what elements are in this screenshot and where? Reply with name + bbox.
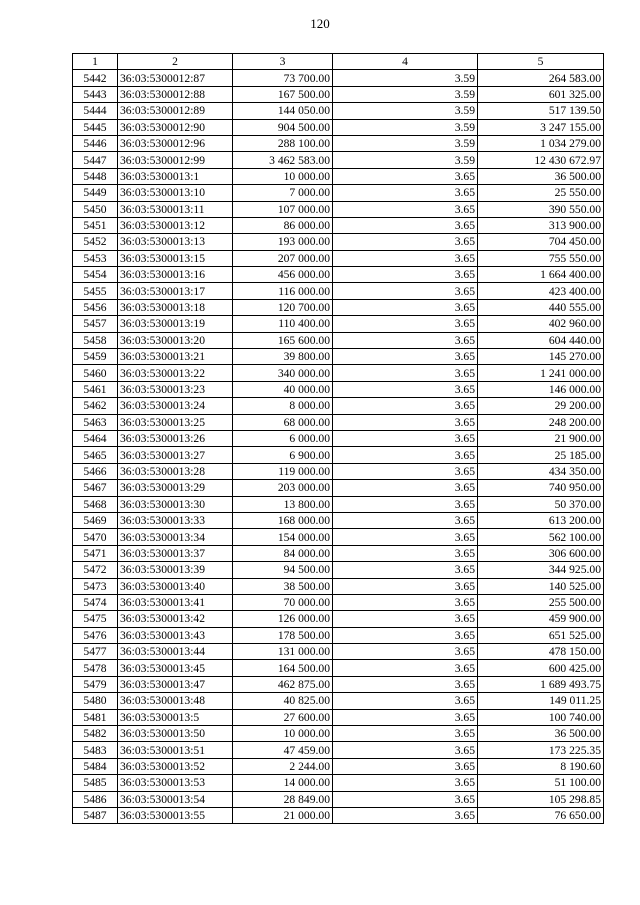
table-row — [73, 267, 604, 283]
amount-cell: 423 400.00 — [478, 283, 604, 299]
rate-cell: 3.65 — [333, 185, 478, 201]
table-row — [73, 775, 604, 791]
cadastral-number-cell: 36:03:5300013:19 — [118, 316, 233, 332]
cadastral-number-cell: 36:03:5300013:15 — [118, 250, 233, 266]
amount-cell: 390 550.00 — [478, 201, 604, 217]
row-number-cell: 5459 — [73, 349, 118, 365]
cadastral-number-cell: 36:03:5300013:10 — [118, 185, 233, 201]
amount-cell: 149 011.25 — [478, 693, 604, 709]
cadastral-number-cell: 36:03:5300013:21 — [118, 349, 233, 365]
table-row — [73, 807, 604, 823]
column-header-1: 1 — [73, 54, 118, 70]
value-cell: 340 000.00 — [233, 365, 333, 381]
value-cell: 2 244.00 — [233, 758, 333, 774]
cadastral-number-cell: 36:03:5300013:22 — [118, 365, 233, 381]
value-cell: 21 000.00 — [233, 807, 333, 823]
table-row — [73, 119, 604, 135]
table-row — [73, 332, 604, 348]
table-row — [73, 398, 604, 414]
value-cell: 203 000.00 — [233, 480, 333, 496]
table-row — [73, 430, 604, 446]
cadastral-number-cell: 36:03:5300013:23 — [118, 381, 233, 397]
amount-cell: 145 270.00 — [478, 349, 604, 365]
amount-cell: 306 600.00 — [478, 545, 604, 561]
amount-cell: 601 325.00 — [478, 86, 604, 102]
row-number-cell: 5460 — [73, 365, 118, 381]
cadastral-number-cell: 36:03:5300012:99 — [118, 152, 233, 168]
rate-cell: 3.65 — [333, 381, 478, 397]
amount-cell: 704 450.00 — [478, 234, 604, 250]
land-register-table — [72, 53, 604, 824]
rate-cell: 3.59 — [333, 152, 478, 168]
rate-cell: 3.65 — [333, 578, 478, 594]
value-cell: 119 000.00 — [233, 463, 333, 479]
row-number-cell: 5485 — [73, 775, 118, 791]
rate-cell: 3.65 — [333, 775, 478, 791]
row-number-cell: 5463 — [73, 414, 118, 430]
cadastral-number-cell: 36:03:5300013:20 — [118, 332, 233, 348]
table-row — [73, 316, 604, 332]
amount-cell: 50 370.00 — [478, 496, 604, 512]
cadastral-number-cell: 36:03:5300013:18 — [118, 299, 233, 315]
table-row — [73, 234, 604, 250]
value-cell: 193 000.00 — [233, 234, 333, 250]
row-number-cell: 5481 — [73, 709, 118, 725]
cadastral-number-cell: 36:03:5300013:25 — [118, 414, 233, 430]
cadastral-number-cell: 36:03:5300013:52 — [118, 758, 233, 774]
cadastral-number-cell: 36:03:5300013:50 — [118, 726, 233, 742]
row-number-cell: 5453 — [73, 250, 118, 266]
cadastral-number-cell: 36:03:5300013:17 — [118, 283, 233, 299]
value-cell: 86 000.00 — [233, 217, 333, 233]
rate-cell: 3.65 — [333, 611, 478, 627]
row-number-cell: 5477 — [73, 644, 118, 660]
value-cell: 144 050.00 — [233, 103, 333, 119]
table-row — [73, 496, 604, 512]
table-row — [73, 283, 604, 299]
cadastral-number-cell: 36:03:5300013:37 — [118, 545, 233, 561]
rate-cell: 3.65 — [333, 430, 478, 446]
rate-cell: 3.65 — [333, 447, 478, 463]
value-cell: 38 500.00 — [233, 578, 333, 594]
row-number-cell: 5445 — [73, 119, 118, 135]
value-cell: 168 000.00 — [233, 512, 333, 528]
table-row — [73, 414, 604, 430]
amount-cell: 51 100.00 — [478, 775, 604, 791]
row-number-cell: 5471 — [73, 545, 118, 561]
value-cell: 10 000.00 — [233, 168, 333, 184]
table-row — [73, 644, 604, 660]
amount-cell: 105 298.85 — [478, 791, 604, 807]
rate-cell: 3.65 — [333, 398, 478, 414]
amount-cell: 173 225.35 — [478, 742, 604, 758]
row-number-cell: 5476 — [73, 627, 118, 643]
table-row — [73, 791, 604, 807]
amount-cell: 402 960.00 — [478, 316, 604, 332]
cadastral-number-cell: 36:03:5300013:13 — [118, 234, 233, 250]
amount-cell: 8 190.60 — [478, 758, 604, 774]
row-number-cell: 5457 — [73, 316, 118, 332]
amount-cell: 146 000.00 — [478, 381, 604, 397]
cadastral-number-cell: 36:03:5300013:43 — [118, 627, 233, 643]
rate-cell: 3.65 — [333, 676, 478, 692]
cadastral-number-cell: 36:03:5300013:41 — [118, 594, 233, 610]
amount-cell: 440 555.00 — [478, 299, 604, 315]
row-number-cell: 5483 — [73, 742, 118, 758]
cadastral-number-cell: 36:03:5300012:96 — [118, 135, 233, 151]
rate-cell: 3.65 — [333, 332, 478, 348]
cadastral-number-cell: 36:03:5300013:44 — [118, 644, 233, 660]
rate-cell: 3.65 — [333, 742, 478, 758]
row-number-cell: 5480 — [73, 693, 118, 709]
value-cell: 120 700.00 — [233, 299, 333, 315]
value-cell: 167 500.00 — [233, 86, 333, 102]
cadastral-number-cell: 36:03:5300013:12 — [118, 217, 233, 233]
row-number-cell: 5452 — [73, 234, 118, 250]
row-number-cell: 5464 — [73, 430, 118, 446]
page-number: 120 — [310, 16, 330, 31]
rate-cell: 3.65 — [333, 512, 478, 528]
amount-cell: 29 200.00 — [478, 398, 604, 414]
row-number-cell: 5450 — [73, 201, 118, 217]
value-cell: 107 000.00 — [233, 201, 333, 217]
amount-cell: 12 430 672.97 — [478, 152, 604, 168]
amount-cell: 3 247 155.00 — [478, 119, 604, 135]
value-cell: 126 000.00 — [233, 611, 333, 627]
rate-cell: 3.65 — [333, 168, 478, 184]
table-row — [73, 250, 604, 266]
table-row — [73, 185, 604, 201]
table-row — [73, 562, 604, 578]
rate-cell: 3.65 — [333, 693, 478, 709]
amount-cell: 740 950.00 — [478, 480, 604, 496]
row-number-cell: 5469 — [73, 512, 118, 528]
amount-cell: 517 139.50 — [478, 103, 604, 119]
amount-cell: 248 200.00 — [478, 414, 604, 430]
table-row — [73, 349, 604, 365]
row-number-cell: 5475 — [73, 611, 118, 627]
value-cell: 288 100.00 — [233, 135, 333, 151]
amount-cell: 100 740.00 — [478, 709, 604, 725]
cadastral-number-cell: 36:03:5300013:55 — [118, 807, 233, 823]
rate-cell: 3.59 — [333, 119, 478, 135]
table-row — [73, 152, 604, 168]
column-header-2: 2 — [118, 54, 233, 70]
cadastral-number-cell: 36:03:5300013:42 — [118, 611, 233, 627]
table-row — [73, 726, 604, 742]
value-cell: 178 500.00 — [233, 627, 333, 643]
table-row — [73, 381, 604, 397]
value-cell: 27 600.00 — [233, 709, 333, 725]
cadastral-number-cell: 36:03:5300013:1 — [118, 168, 233, 184]
table-row — [73, 135, 604, 151]
row-number-cell: 5447 — [73, 152, 118, 168]
cadastral-number-cell: 36:03:5300013:28 — [118, 463, 233, 479]
amount-cell: 651 525.00 — [478, 627, 604, 643]
column-header-4: 4 — [333, 54, 478, 70]
table-row — [73, 201, 604, 217]
cadastral-number-cell: 36:03:5300013:39 — [118, 562, 233, 578]
row-number-cell: 5444 — [73, 103, 118, 119]
cadastral-number-cell: 36:03:5300013:30 — [118, 496, 233, 512]
amount-cell: 459 900.00 — [478, 611, 604, 627]
value-cell: 68 000.00 — [233, 414, 333, 430]
cadastral-number-cell: 36:03:5300013:5 — [118, 709, 233, 725]
amount-cell: 1 241 000.00 — [478, 365, 604, 381]
rate-cell: 3.65 — [333, 349, 478, 365]
cadastral-number-cell: 36:03:5300013:40 — [118, 578, 233, 594]
cadastral-number-cell: 36:03:5300012:87 — [118, 70, 233, 86]
row-number-cell: 5465 — [73, 447, 118, 463]
table-row — [73, 480, 604, 496]
header-row — [73, 54, 604, 70]
column-header-3: 3 — [233, 54, 333, 70]
value-cell: 131 000.00 — [233, 644, 333, 660]
rate-cell: 3.65 — [333, 234, 478, 250]
table-row — [73, 299, 604, 315]
value-cell: 116 000.00 — [233, 283, 333, 299]
rate-cell: 3.65 — [333, 283, 478, 299]
rate-cell: 3.65 — [333, 250, 478, 266]
amount-cell: 1 664 400.00 — [478, 267, 604, 283]
amount-cell: 344 925.00 — [478, 562, 604, 578]
cadastral-number-cell: 36:03:5300013:27 — [118, 447, 233, 463]
rate-cell: 3.65 — [333, 316, 478, 332]
value-cell: 39 800.00 — [233, 349, 333, 365]
table-row — [73, 660, 604, 676]
row-number-cell: 5472 — [73, 562, 118, 578]
cadastral-number-cell: 36:03:5300013:47 — [118, 676, 233, 692]
value-cell: 10 000.00 — [233, 726, 333, 742]
value-cell: 13 800.00 — [233, 496, 333, 512]
row-number-cell: 5454 — [73, 267, 118, 283]
amount-cell: 755 550.00 — [478, 250, 604, 266]
value-cell: 40 000.00 — [233, 381, 333, 397]
rate-cell: 3.65 — [333, 463, 478, 479]
row-number-cell: 5470 — [73, 529, 118, 545]
table-body — [73, 70, 604, 824]
amount-cell: 1 034 279.00 — [478, 135, 604, 151]
table-row — [73, 529, 604, 545]
table-row — [73, 742, 604, 758]
rate-cell: 3.65 — [333, 627, 478, 643]
value-cell: 73 700.00 — [233, 70, 333, 86]
rate-cell: 3.59 — [333, 135, 478, 151]
rate-cell: 3.65 — [333, 709, 478, 725]
row-number-cell: 5484 — [73, 758, 118, 774]
row-number-cell: 5486 — [73, 791, 118, 807]
value-cell: 904 500.00 — [233, 119, 333, 135]
value-cell: 70 000.00 — [233, 594, 333, 610]
row-number-cell: 5451 — [73, 217, 118, 233]
rate-cell: 3.59 — [333, 70, 478, 86]
value-cell: 6 000.00 — [233, 430, 333, 446]
row-number-cell: 5473 — [73, 578, 118, 594]
value-cell: 84 000.00 — [233, 545, 333, 561]
row-number-cell: 5461 — [73, 381, 118, 397]
table-row — [73, 611, 604, 627]
cadastral-number-cell: 36:03:5300012:89 — [118, 103, 233, 119]
value-cell: 7 000.00 — [233, 185, 333, 201]
amount-cell: 25 550.00 — [478, 185, 604, 201]
rate-cell: 3.65 — [333, 562, 478, 578]
value-cell: 164 500.00 — [233, 660, 333, 676]
amount-cell: 478 150.00 — [478, 644, 604, 660]
table-row — [73, 545, 604, 561]
rate-cell: 3.65 — [333, 217, 478, 233]
value-cell: 40 825.00 — [233, 693, 333, 709]
row-number-cell: 5466 — [73, 463, 118, 479]
table-row — [73, 693, 604, 709]
cadastral-number-cell: 36:03:5300013:45 — [118, 660, 233, 676]
value-cell: 3 462 583.00 — [233, 152, 333, 168]
cadastral-number-cell: 36:03:5300013:54 — [118, 791, 233, 807]
row-number-cell: 5446 — [73, 135, 118, 151]
value-cell: 165 600.00 — [233, 332, 333, 348]
rate-cell: 3.65 — [333, 726, 478, 742]
value-cell: 6 900.00 — [233, 447, 333, 463]
value-cell: 47 459.00 — [233, 742, 333, 758]
rate-cell: 3.65 — [333, 791, 478, 807]
cadastral-number-cell: 36:03:5300013:33 — [118, 512, 233, 528]
row-number-cell: 5456 — [73, 299, 118, 315]
rate-cell: 3.59 — [333, 86, 478, 102]
row-number-cell: 5448 — [73, 168, 118, 184]
cadastral-number-cell: 36:03:5300013:16 — [118, 267, 233, 283]
cadastral-number-cell: 36:03:5300013:24 — [118, 398, 233, 414]
table-row — [73, 217, 604, 233]
value-cell: 14 000.00 — [233, 775, 333, 791]
rate-cell: 3.65 — [333, 365, 478, 381]
rate-cell: 3.65 — [333, 758, 478, 774]
amount-cell: 255 500.00 — [478, 594, 604, 610]
table-row — [73, 512, 604, 528]
row-number-cell: 5474 — [73, 594, 118, 610]
table-row — [73, 578, 604, 594]
rate-cell: 3.65 — [333, 480, 478, 496]
rate-cell: 3.65 — [333, 660, 478, 676]
rate-cell: 3.65 — [333, 299, 478, 315]
row-number-cell: 5449 — [73, 185, 118, 201]
value-cell: 110 400.00 — [233, 316, 333, 332]
value-cell: 154 000.00 — [233, 529, 333, 545]
table-row — [73, 86, 604, 102]
amount-cell: 600 425.00 — [478, 660, 604, 676]
cadastral-number-cell: 36:03:5300013:26 — [118, 430, 233, 446]
row-number-cell: 5478 — [73, 660, 118, 676]
cadastral-number-cell: 36:03:5300013:11 — [118, 201, 233, 217]
row-number-cell: 5479 — [73, 676, 118, 692]
table-row — [73, 709, 604, 725]
amount-cell: 140 525.00 — [478, 578, 604, 594]
row-number-cell: 5487 — [73, 807, 118, 823]
cadastral-number-cell: 36:03:5300013:34 — [118, 529, 233, 545]
amount-cell: 1 689 493.75 — [478, 676, 604, 692]
table-row — [73, 676, 604, 692]
rate-cell: 3.65 — [333, 496, 478, 512]
amount-cell: 313 900.00 — [478, 217, 604, 233]
amount-cell: 613 200.00 — [478, 512, 604, 528]
amount-cell: 21 900.00 — [478, 430, 604, 446]
amount-cell: 36 500.00 — [478, 726, 604, 742]
rate-cell: 3.65 — [333, 201, 478, 217]
value-cell: 456 000.00 — [233, 267, 333, 283]
row-number-cell: 5458 — [73, 332, 118, 348]
cadastral-number-cell: 36:03:5300012:88 — [118, 86, 233, 102]
cadastral-number-cell: 36:03:5300013:51 — [118, 742, 233, 758]
value-cell: 28 849.00 — [233, 791, 333, 807]
rate-cell: 3.65 — [333, 594, 478, 610]
amount-cell: 264 583.00 — [478, 70, 604, 86]
table-row — [73, 594, 604, 610]
amount-cell: 604 440.00 — [478, 332, 604, 348]
rate-cell: 3.65 — [333, 267, 478, 283]
row-number-cell: 5443 — [73, 86, 118, 102]
table-row — [73, 758, 604, 774]
cadastral-number-cell: 36:03:5300012:90 — [118, 119, 233, 135]
table-row — [73, 463, 604, 479]
row-number-cell: 5467 — [73, 480, 118, 496]
table-row — [73, 168, 604, 184]
value-cell: 207 000.00 — [233, 250, 333, 266]
table-row — [73, 70, 604, 86]
rate-cell: 3.59 — [333, 103, 478, 119]
amount-cell: 25 185.00 — [478, 447, 604, 463]
rate-cell: 3.65 — [333, 545, 478, 561]
cadastral-number-cell: 36:03:5300013:29 — [118, 480, 233, 496]
table-row — [73, 627, 604, 643]
column-header-5: 5 — [478, 54, 604, 70]
rate-cell: 3.65 — [333, 529, 478, 545]
row-number-cell: 5462 — [73, 398, 118, 414]
rate-cell: 3.65 — [333, 807, 478, 823]
value-cell: 462 875.00 — [233, 676, 333, 692]
table-row — [73, 447, 604, 463]
table-row — [73, 103, 604, 119]
amount-cell: 36 500.00 — [478, 168, 604, 184]
value-cell: 8 000.00 — [233, 398, 333, 414]
amount-cell: 434 350.00 — [478, 463, 604, 479]
row-number-cell: 5442 — [73, 70, 118, 86]
cadastral-number-cell: 36:03:5300013:48 — [118, 693, 233, 709]
row-number-cell: 5482 — [73, 726, 118, 742]
amount-cell: 76 650.00 — [478, 807, 604, 823]
rate-cell: 3.65 — [333, 414, 478, 430]
row-number-cell: 5468 — [73, 496, 118, 512]
amount-cell: 562 100.00 — [478, 529, 604, 545]
table-row — [73, 365, 604, 381]
cadastral-number-cell: 36:03:5300013:53 — [118, 775, 233, 791]
value-cell: 94 500.00 — [233, 562, 333, 578]
rate-cell: 3.65 — [333, 644, 478, 660]
row-number-cell: 5455 — [73, 283, 118, 299]
